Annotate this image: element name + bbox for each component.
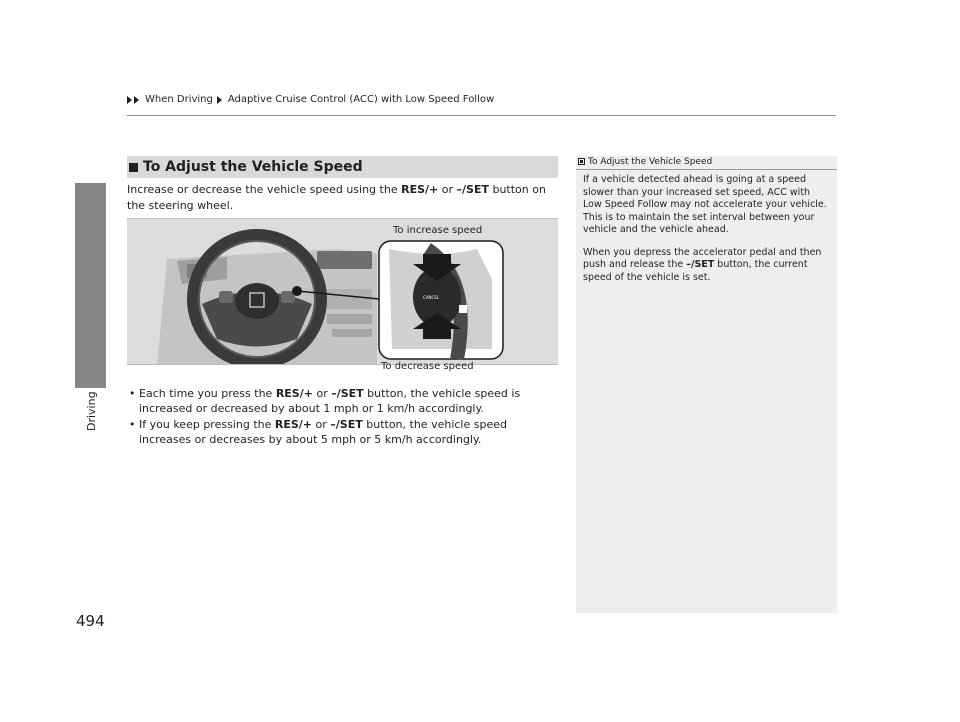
cancel-label: CANCEL [423, 295, 440, 300]
note-icon [578, 158, 585, 165]
notes-divider [576, 169, 837, 170]
notes-body [583, 174, 831, 294]
chapter-label [81, 391, 101, 435]
decrease-callout: To decrease speed [381, 361, 474, 372]
breadcrumb-level2: Adaptive Cruise Control (ACC) with Low Speed Follow [227, 94, 495, 105]
list-item-text: Each time you press the RES/+ or –/SET button, the vehicle speed is increased or decreased by about 1 mph or 1 km/h accordingly. [139, 387, 521, 415]
bullet-icon: • [129, 387, 136, 400]
steering-wheel-illustration [127, 219, 558, 365]
distance-button [459, 305, 467, 313]
intro-paragraph [127, 182, 558, 214]
section-square-icon [129, 163, 138, 172]
intro-text: button on the steering wheel. [127, 183, 546, 212]
steering-wheel-figure [127, 218, 558, 365]
chapter-label-text: Driving [85, 391, 98, 431]
list-item-text: If you keep pressing the RES/+ or –/SET button, the vehicle speed increases or decreases by about 5 mph or 5 km/h accordingly. [139, 418, 507, 446]
section-heading [127, 156, 558, 178]
header-divider [127, 115, 836, 116]
notes-paragraph: If a vehicle detected ahead is going at a speed slower than your increased set speed, ACC with Low Speed Follow may not accelerate your vehicle. This is to maintain the set interval between your vehicle and the vehicle ahead. [583, 174, 827, 235]
intro-text: Increase or decrease the vehicle speed using the [127, 183, 402, 196]
breadcrumb [127, 94, 494, 105]
notes-paragraph: When you depress the accelerator pedal and then push and release the –/SET button, the current speed of the vehicle is set. [583, 246, 822, 283]
notes-title-text: To Adjust the Vehicle Speed [588, 157, 713, 167]
page-number: 494 [76, 612, 105, 630]
bullet-list [127, 386, 558, 448]
res-label: RES/+ [401, 183, 439, 196]
notes-title [576, 157, 837, 167]
breadcrumb-level1: When Driving [145, 94, 213, 105]
bullet-icon: • [129, 418, 136, 431]
breadcrumb-arrow-icon [217, 96, 223, 104]
breadcrumb-arrow-icon [127, 96, 140, 104]
list-item [127, 386, 558, 416]
set-label: –/SET [456, 183, 489, 196]
increase-callout: To increase speed [393, 225, 483, 236]
section-title: To Adjust the Vehicle Speed [143, 159, 363, 175]
chapter-tab [75, 183, 106, 388]
list-item [127, 417, 558, 447]
intro-text: or [438, 183, 457, 196]
